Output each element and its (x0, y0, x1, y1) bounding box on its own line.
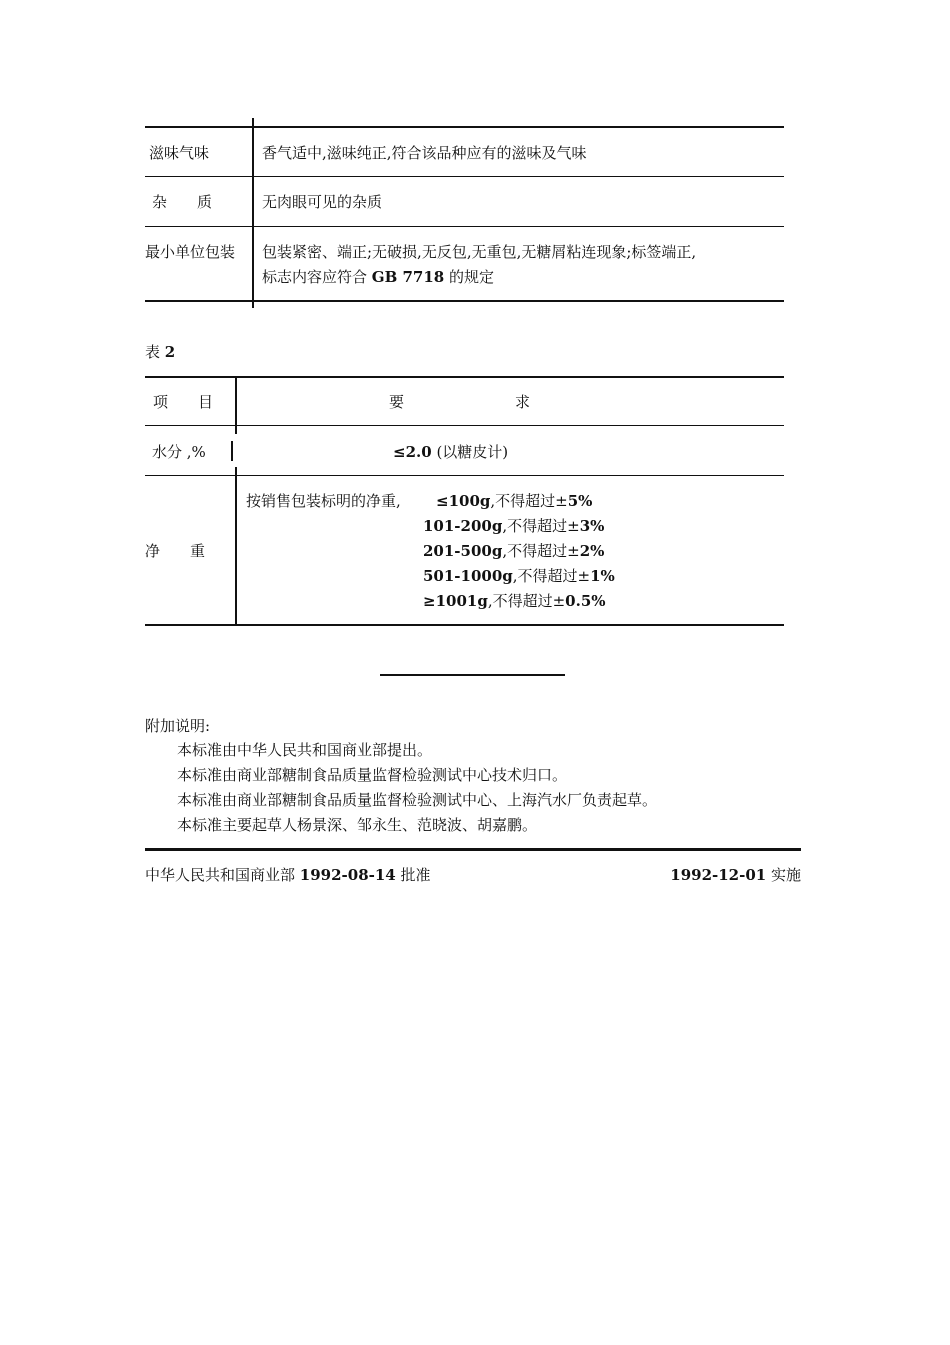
notes-line: 本标准主要起草人杨景深、邹永生、范晓波、胡嘉鹏。 (177, 816, 538, 834)
table2-row-rule (145, 475, 784, 476)
table1-req-taste: 香气适中,滋味纯正,符合该品种应有的滋味及气味 (262, 144, 587, 162)
approve-date: 1992-08-14 (299, 866, 396, 884)
table2-item-net-weight: 净 重 (145, 542, 206, 560)
table1-item-taste: 滋味气味 (149, 144, 210, 162)
table1-req-packaging-line1: 包装紧密、端正;无破损,无反包,无重包,无糖屑粘连现象;标签端正, (262, 243, 697, 261)
approve-org: 中华人民共和国商业部 (145, 866, 300, 884)
approve-word: 批准 (395, 866, 431, 884)
table2-header-item: 项 目 (153, 393, 214, 411)
tier-range: 101-200g (423, 517, 503, 535)
impl-date: 1992-12-01 (670, 866, 767, 884)
footer-implementation (670, 865, 801, 885)
tier-text: ,不得超过± (487, 592, 566, 610)
net-weight-tier (423, 591, 606, 611)
tier-pct: 1% (590, 567, 615, 585)
end-separator (380, 674, 565, 676)
table2-column-divider (235, 376, 237, 418)
notes-line: 本标准由商业部糖制食品质量监督检验测试中心、上海汽水厂负责起草。 (177, 791, 658, 809)
table2-item-moisture: 水分 ,% (152, 443, 206, 461)
table2-row-rule (145, 425, 784, 426)
table1-req-packaging-line2 (262, 267, 494, 287)
tier-text: ,不得超过± (502, 517, 580, 535)
table1-row-rule (145, 226, 784, 227)
caption-prefix: 表 (145, 343, 165, 361)
tier-range: 501-1000g (423, 567, 513, 585)
moisture-note: (以糖皮计) (431, 443, 509, 461)
tier-range: ≤100g (436, 492, 491, 510)
net-weight-tier (423, 566, 615, 586)
tier-pct: 2% (579, 542, 605, 560)
net-weight-tier (436, 491, 592, 511)
caption-number: 2 (164, 343, 176, 361)
table1-bottom-rule (145, 300, 784, 302)
moisture-limit: ≤2.0 (393, 443, 432, 461)
net-weight-tier (423, 516, 604, 536)
tier-range: 201-500g (423, 542, 503, 560)
standard-code: GB 7718 (371, 268, 445, 286)
table1-row-rule (145, 176, 784, 177)
net-weight-tier (423, 541, 604, 561)
table2-bottom-rule (145, 624, 784, 626)
tier-pct: 5% (567, 492, 593, 510)
footer-approval (145, 865, 431, 885)
table1-top-rule (145, 126, 784, 128)
table2-top-rule (145, 376, 784, 378)
table2-column-divider (231, 441, 233, 461)
notes-line: 本标准由中华人民共和国商业部提出。 (177, 741, 433, 759)
table2-caption (145, 342, 175, 362)
table2-column-divider (235, 418, 237, 434)
table1-item-impurity: 杂 质 (152, 193, 213, 211)
table2-column-divider (235, 467, 237, 625)
text-part: 标志内容应符合 (262, 268, 372, 286)
table2-header-req-b: 求 (515, 393, 531, 411)
text-part: 的规定 (444, 268, 495, 286)
table2-header-req-a: 要 (389, 393, 405, 411)
tier-text: ,不得超过± (490, 492, 568, 510)
table1-column-divider (252, 118, 254, 308)
table1-item-packaging: 最小单位包装 (145, 243, 236, 261)
notes-heading: 附加说明: (145, 717, 211, 735)
tier-range: ≥1001g (423, 592, 488, 610)
table2-value-moisture (393, 442, 508, 462)
net-weight-intro: 按销售包装标明的净重, (246, 492, 401, 510)
tier-pct: 3% (579, 517, 605, 535)
notes-line: 本标准由商业部糖制食品质量监督检验测试中心技术归口。 (177, 766, 568, 784)
table1-req-impurity: 无肉眼可见的杂质 (262, 193, 383, 211)
tier-pct: 0.5% (565, 592, 606, 610)
tier-text: ,不得超过± (512, 567, 591, 585)
tier-text: ,不得超过± (502, 542, 580, 560)
impl-word: 实施 (766, 866, 801, 884)
footer-rule (145, 848, 801, 851)
